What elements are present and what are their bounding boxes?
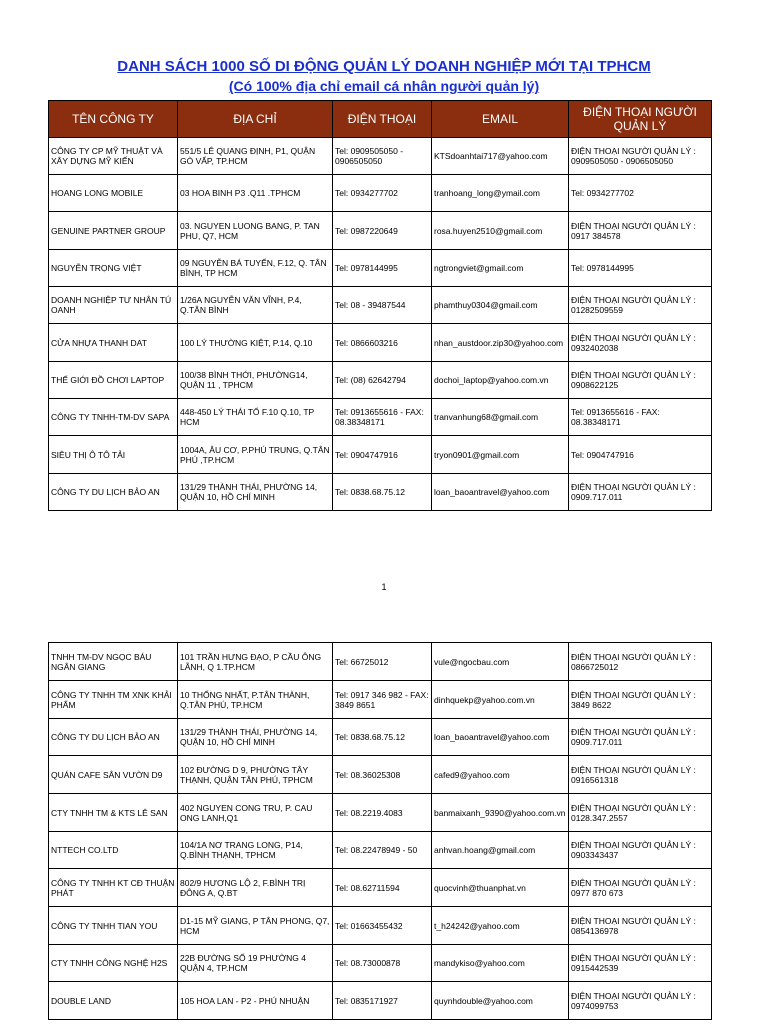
email-cell: cafed9@yahoo.com: [432, 756, 569, 794]
address-cell: 551/5 LÊ QUANG ĐỊNH, P1, QUẬN GÒ VẤP, TP.HCM: [178, 138, 333, 175]
phone-cell: Tel: 0909505050 - 0906505050: [333, 138, 432, 175]
table-row: [49, 794, 712, 832]
email-cell: quocvinh@thuanphat.vn: [432, 869, 569, 907]
manager-phone-cell: Tel: 0934277702: [569, 175, 712, 212]
table-row: [49, 436, 712, 474]
address-cell: D1-15 MỸ GIANG, P TÂN PHONG, Q7, HCM: [178, 907, 333, 945]
company-name-cell: CÔNG TY DU LỊCH BẢO AN: [49, 474, 178, 511]
address-cell: 100 LÝ THƯỜNG KIỆT, P.14, Q.10: [178, 324, 333, 362]
phone-cell: Tel: 0934277702: [333, 175, 432, 212]
header-manager-phone: ĐIỆN THOẠI NGƯỜI QUẢN LÝ: [569, 101, 712, 138]
table-row: [49, 250, 712, 287]
phone-cell: Tel: 0835171927: [333, 982, 432, 1020]
company-name-cell: TNHH TM-DV NGỌC BÁU NGÂN GIANG: [49, 643, 178, 681]
address-cell: 104/1A NƠ TRANG LONG, P14, Q.BÌNH THẠNH, TPHCM: [178, 832, 333, 869]
email-cell: loan_baoantravel@yahoo.com: [432, 719, 569, 756]
manager-phone-cell: ĐIỆN THOẠI NGƯỜI QUẢN LÝ : 0909.717.011: [569, 474, 712, 511]
email-cell: dinhquekp@yahoo.com.vn: [432, 681, 569, 719]
manager-phone-cell: ĐIỆN THOẠI NGƯỜI QUẢN LÝ : 0908622125: [569, 362, 712, 399]
email-cell: vule@ngocbau.com: [432, 643, 569, 681]
email-cell: rosa.huyen2510@gmail.com: [432, 212, 569, 250]
manager-phone-cell: ĐIỆN THOẠI NGƯỜI QUẢN LÝ : 01282509559: [569, 287, 712, 324]
phone-cell: Tel: 0913655616 - FAX: 08.38348171: [333, 399, 432, 436]
page-number: 1: [381, 582, 387, 592]
table-header-row: [49, 101, 712, 138]
address-cell: 448-450 LÝ THÁI TỔ F.10 Q.10, TP HCM: [178, 399, 333, 436]
manager-phone-cell: Tel: 0904747916: [569, 436, 712, 474]
manager-phone-cell: ĐIỆN THOẠI NGƯỜI QUẢN LÝ : 0977 870 673: [569, 869, 712, 907]
table-row: [49, 324, 712, 362]
header-email: EMAIL: [432, 101, 569, 138]
email-cell: tranhoang_long@ymail.com: [432, 175, 569, 212]
company-name-cell: CTY TNHH CÔNG NGHỆ H2S: [49, 945, 178, 982]
phone-cell: Tel: 08.62711594: [333, 869, 432, 907]
phone-cell: Tel: 0838.68.75.12: [333, 474, 432, 511]
phone-cell: Tel: 0987220649: [333, 212, 432, 250]
company-name-cell: CTY TNHH TM & KTS LÊ SAN: [49, 794, 178, 832]
address-cell: 402 NGUYEN CONG TRU, P. CAU ONG LANH,Q1: [178, 794, 333, 832]
address-cell: 802/9 HƯƠNG LỘ 2, F.BÌNH TRỊ ĐÔNG A, Q.BT: [178, 869, 333, 907]
address-cell: 102 ĐƯỜNG D 9, PHƯỜNG TÂY THẠNH, QUẬN TÂN PHÚ, TPHCM: [178, 756, 333, 794]
address-cell: 1004A, ÂU CƠ, P.PHÚ TRUNG, Q.TÂN PHÚ ,TP.HCM: [178, 436, 333, 474]
table-row: [49, 719, 712, 756]
company-table-page2: [48, 642, 712, 1020]
company-name-cell: CÔNG TY CP MỸ THUẬT VÀ XÂY DỰNG MỸ KIẾN: [49, 138, 178, 175]
email-cell: loan_baoantravel@yahoo.com: [432, 474, 569, 511]
email-cell: dochoi_laptop@yahoo.com.vn: [432, 362, 569, 399]
email-cell: quynhdouble@yahoo.com: [432, 982, 569, 1020]
address-cell: 100/38 BÌNH THỚI, PHƯỜNG14, QUẬN 11 , TPHCM: [178, 362, 333, 399]
email-cell: nhan_austdoor.zip30@yahoo.com: [432, 324, 569, 362]
address-cell: 22B ĐƯỜNG SỐ 19 PHƯỜNG 4 QUẬN 4, TP.HCM: [178, 945, 333, 982]
table-row: [49, 681, 712, 719]
address-cell: 10 THỐNG NHẤT, P.TÂN THÀNH, Q.TÂN PHÚ, TP.HCM: [178, 681, 333, 719]
company-name-cell: CÔNG TY TNHH TIAN YOU: [49, 907, 178, 945]
phone-cell: Tel: 08.73000878: [333, 945, 432, 982]
email-cell: ngtrongviet@gmail.com: [432, 250, 569, 287]
table-row: [49, 982, 712, 1020]
email-cell: anhvan.hoang@gmail.com: [432, 832, 569, 869]
table-row: [49, 287, 712, 324]
phone-cell: Tel: 0978144995: [333, 250, 432, 287]
email-cell: phamthuy0304@gmail.com: [432, 287, 569, 324]
address-cell: 101 TRẦN HƯNG ĐẠO, P CẦU ÔNG LÃNH, Q 1.TP.HCM: [178, 643, 333, 681]
address-cell: 131/29 THÀNH THÁI, PHƯỜNG 14, QUẬN 10, HỒ CHÍ MINH: [178, 474, 333, 511]
email-cell: mandykiso@yahoo.com: [432, 945, 569, 982]
document-subtitle: (Có 100% địa chỉ email cá nhân người quản lý): [228, 78, 540, 94]
company-name-cell: SIÊU THỊ Ô TÔ TẢI: [49, 436, 178, 474]
header-phone: ĐIỆN THOẠI: [333, 101, 432, 138]
table-row: [49, 869, 712, 907]
manager-phone-cell: ĐIỆN THOẠI NGƯỜI QUẢN LÝ : 0974099753: [569, 982, 712, 1020]
phone-cell: Tel: 0904747916: [333, 436, 432, 474]
email-cell: tranvanhung68@gmail.com: [432, 399, 569, 436]
company-name-cell: DOUBLE LAND: [49, 982, 178, 1020]
email-cell: tryon0901@gmail.com: [432, 436, 569, 474]
manager-phone-cell: ĐIỆN THOẠI NGƯỜI QUẢN LÝ : 0915442539: [569, 945, 712, 982]
phone-cell: Tel: 0838.68.75.12: [333, 719, 432, 756]
manager-phone-cell: ĐIỆN THOẠI NGƯỜI QUẢN LÝ : 0909505050 - 0906505050: [569, 138, 712, 175]
phone-cell: Tel: 08.22478949 - 50: [333, 832, 432, 869]
phone-cell: Tel: 08.2219.4083: [333, 794, 432, 832]
header-company-name: TÊN CÔNG TY: [49, 101, 178, 138]
manager-phone-cell: Tel: 0913655616 - FAX: 08.38348171: [569, 399, 712, 436]
manager-phone-cell: ĐIỆN THOẠI NGƯỜI QUẢN LÝ : 0916561318: [569, 756, 712, 794]
company-name-cell: THẾ GIỚI ĐỒ CHƠI LAPTOP: [49, 362, 178, 399]
table-row: [49, 643, 712, 681]
manager-phone-cell: ĐIỆN THOẠI NGƯỜI QUẢN LÝ : 0917 384578: [569, 212, 712, 250]
company-name-cell: NTTECH CO.LTD: [49, 832, 178, 869]
table-row: [49, 832, 712, 869]
phone-cell: Tel: 0917 346 982 - FAX: 3849 8651: [333, 681, 432, 719]
company-name-cell: CỬA NHỰA THANH DAT: [49, 324, 178, 362]
manager-phone-cell: ĐIỆN THOẠI NGƯỜI QUẢN LÝ : 0903343437: [569, 832, 712, 869]
address-cell: 03 HOA BINH P3 .Q11 .TPHCM: [178, 175, 333, 212]
phone-cell: Tel: 08 - 39487544: [333, 287, 432, 324]
company-name-cell: QUÁN CAFE SÂN VƯỜN D9: [49, 756, 178, 794]
email-cell: banmaixanh_9390@yahoo.com.vn: [432, 794, 569, 832]
manager-phone-cell: ĐIỆN THOẠI NGƯỜI QUẢN LÝ : 0909.717.011: [569, 719, 712, 756]
manager-phone-cell: ĐIỆN THOẠI NGƯỜI QUẢN LÝ : 0932402038: [569, 324, 712, 362]
table-row: [49, 138, 712, 175]
table-row: [49, 945, 712, 982]
address-cell: 105 HOA LAN - P2 - PHÚ NHUẬN: [178, 982, 333, 1020]
address-cell: 09 NGUYỄN BÁ TUYỂN, F.12, Q. TÂN BÌNH, TP HCM: [178, 250, 333, 287]
company-name-cell: CÔNG TY TNHH TM XNK KHẢI PHẨM: [49, 681, 178, 719]
company-name-cell: NGUYỄN TRỌNG VIỆT: [49, 250, 178, 287]
company-name-cell: CÔNG TY TNHH-TM-DV SAPA: [49, 399, 178, 436]
phone-cell: Tel: 01663455432: [333, 907, 432, 945]
header-address: ĐỊA CHỈ: [178, 101, 333, 138]
company-table-page1: [48, 100, 712, 511]
company-name-cell: DOANH NGHIỆP TƯ NHÂN TÚ OANH: [49, 287, 178, 324]
manager-phone-cell: ĐIỆN THOẠI NGƯỜI QUẢN LÝ : 3849 8622: [569, 681, 712, 719]
table-row: [49, 907, 712, 945]
company-name-cell: CÔNG TY DU LỊCH BẢO AN: [49, 719, 178, 756]
phone-cell: Tel: 0866603216: [333, 324, 432, 362]
phone-cell: Tel: (08) 62642794: [333, 362, 432, 399]
email-cell: t_h24242@yahoo.com: [432, 907, 569, 945]
address-cell: 1/26A NGUYỄN VĂN VĨNH, P.4, Q.TÂN BÌNH: [178, 287, 333, 324]
manager-phone-cell: Tel: 0978144995: [569, 250, 712, 287]
table-row: [49, 756, 712, 794]
phone-cell: Tel: 66725012: [333, 643, 432, 681]
company-name-cell: HOANG LONG MOBILE: [49, 175, 178, 212]
table-row: [49, 474, 712, 511]
email-cell: KTSdoanhtai717@yahoo.com: [432, 138, 569, 175]
manager-phone-cell: ĐIỆN THOẠI NGƯỜI QUẢN LÝ : 0866725012: [569, 643, 712, 681]
manager-phone-cell: ĐIỆN THOẠI NGƯỜI QUẢN LÝ : 0854136978: [569, 907, 712, 945]
table-row: [49, 212, 712, 250]
table-row: [49, 362, 712, 399]
address-cell: 131/29 THÀNH THÁI, PHƯỜNG 14, QUẬN 10, HỒ CHÍ MINH: [178, 719, 333, 756]
table-row: [49, 175, 712, 212]
table-row: [49, 399, 712, 436]
address-cell: 03. NGUYEN LUONG BANG, P. TAN PHU, Q7, HCM: [178, 212, 333, 250]
manager-phone-cell: ĐIỆN THOẠI NGƯỜI QUẢN LÝ : 0128.347.2557: [569, 794, 712, 832]
company-name-cell: CÔNG TY TNHH KT CĐ THUẬN PHÁT: [49, 869, 178, 907]
company-name-cell: GENUINE PARTNER GROUP: [49, 212, 178, 250]
phone-cell: Tel: 08.36025308: [333, 756, 432, 794]
document-title: DANH SÁCH 1000 SỐ DI ĐỘNG QUẢN LÝ DOANH NGHIỆP MỚI TẠI TPHCM: [117, 58, 651, 75]
